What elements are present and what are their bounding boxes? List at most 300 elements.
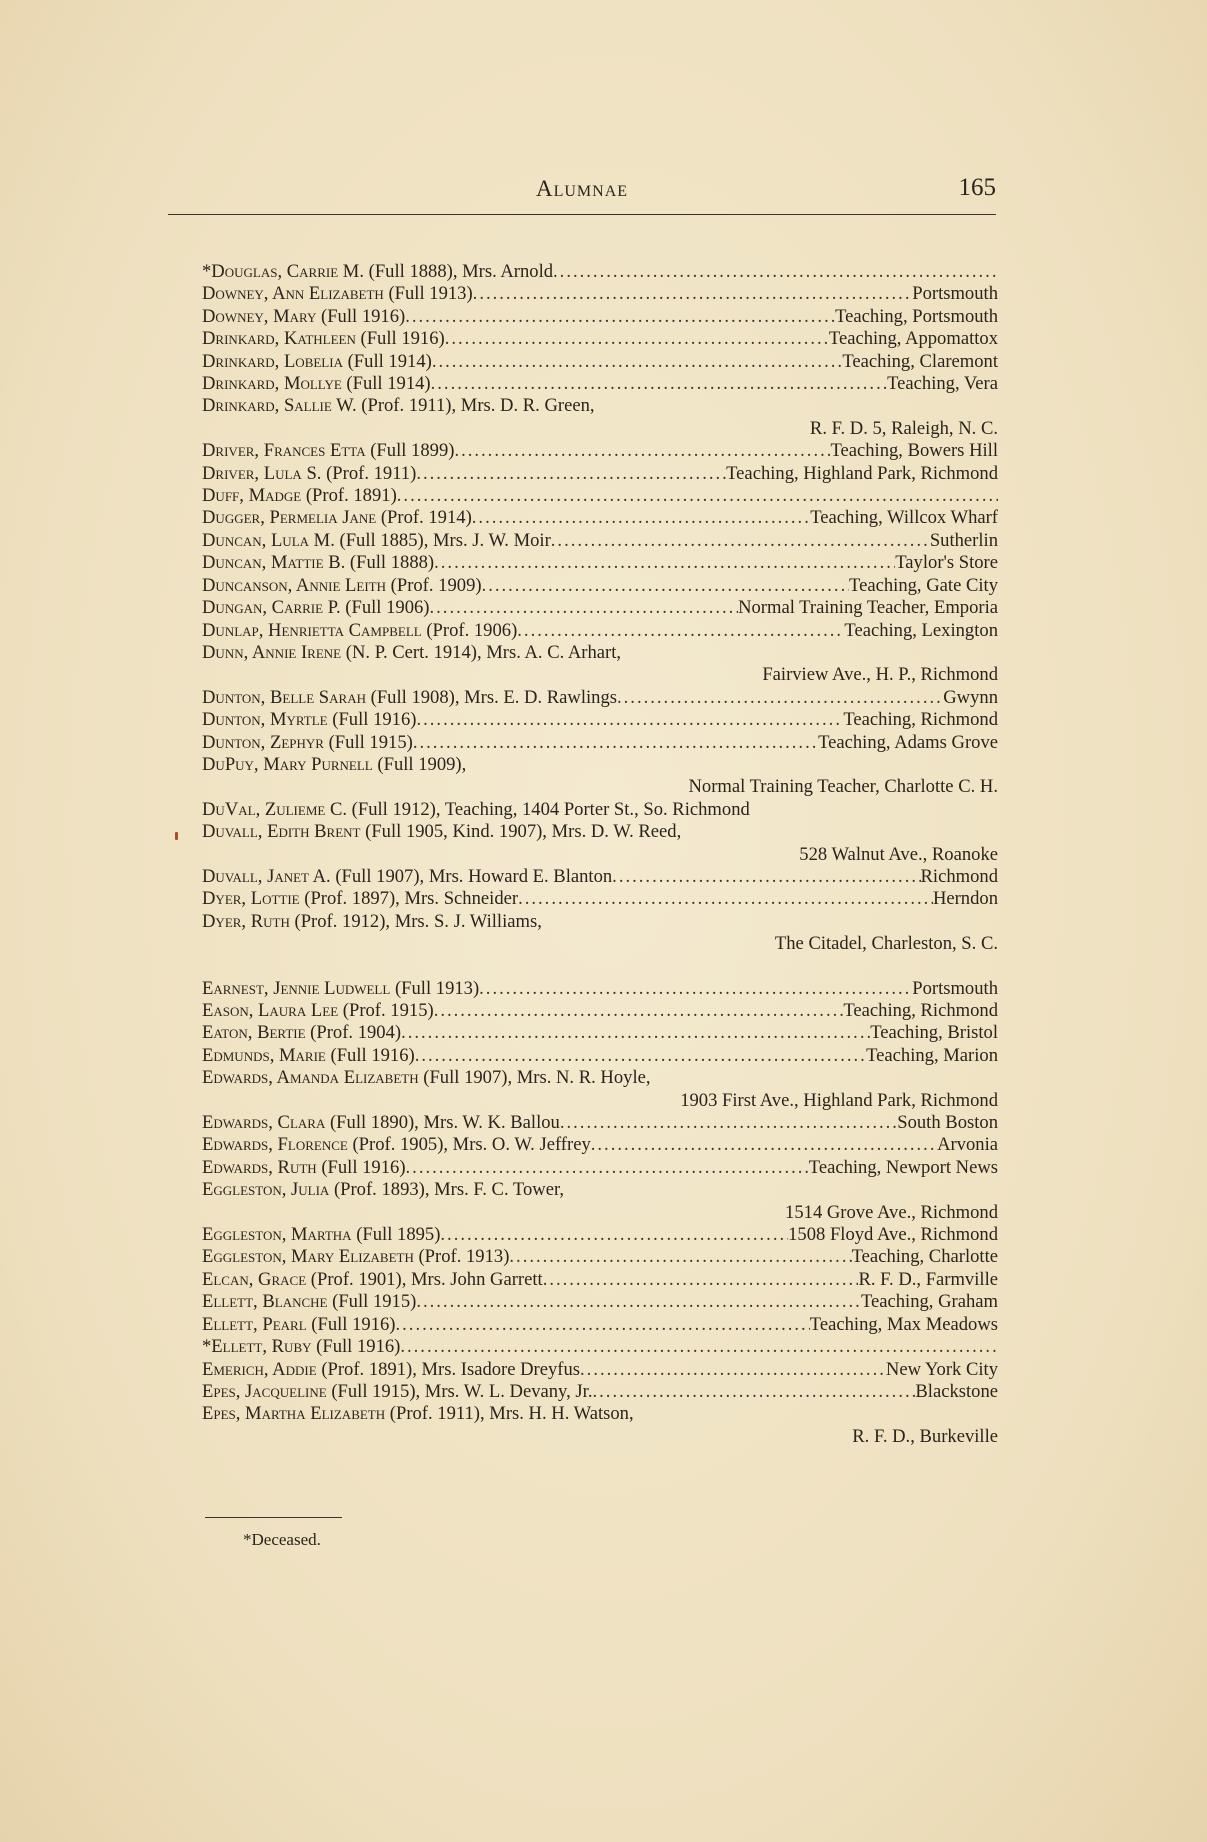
entry-continuation: The Citadel, Charleston, S. C. xyxy=(774,933,998,955)
entry-detail: (Prof. 1911) xyxy=(321,462,417,484)
entry-text xyxy=(202,328,445,350)
alumna-name: Epes, Martha Elizabeth xyxy=(202,1403,386,1425)
alumna-name: Emerich, Addie xyxy=(202,1358,317,1380)
entry-line xyxy=(202,1045,998,1067)
leader-dots xyxy=(518,888,933,910)
alumna-name: Eggleston, Julia xyxy=(202,1179,330,1201)
entry-detail: (Prof. 1893), Mrs. F. C. Tower, xyxy=(329,1179,565,1201)
alumna-name: Dunton, Belle Sarah xyxy=(202,686,366,708)
entry-detail: (Full 1916) xyxy=(316,1156,406,1178)
alumna-name: Drinkard, Kathleen xyxy=(202,328,356,350)
entry-line xyxy=(202,1112,998,1134)
leader-dots xyxy=(560,1112,897,1134)
entry-location: Teaching, Graham xyxy=(860,1291,998,1313)
entry-text xyxy=(202,395,595,417)
entry-text xyxy=(202,1045,415,1067)
list-item xyxy=(202,732,998,754)
list-item xyxy=(202,1291,998,1313)
list-item xyxy=(202,1022,998,1044)
entry-continuation: Normal Training Teacher, Charlotte C. H. xyxy=(688,776,998,798)
list-item xyxy=(202,1403,998,1448)
entry-location: Teaching, Portsmouth xyxy=(835,305,998,327)
list-item xyxy=(202,1000,998,1022)
entry-line xyxy=(202,485,998,507)
entry-text xyxy=(202,1246,509,1268)
list-item xyxy=(202,1314,998,1336)
entry-line xyxy=(202,507,998,529)
entry-location: Teaching, Bowers Hill xyxy=(830,440,998,462)
entry-location: South Boston xyxy=(897,1112,998,1134)
entry-text xyxy=(202,978,479,1000)
list-item xyxy=(202,1134,998,1156)
entry-line xyxy=(202,575,998,597)
entry-location: Sutherlin xyxy=(929,529,998,551)
leader-dots xyxy=(400,1336,998,1358)
footnote: *Deceased. xyxy=(243,1530,321,1549)
alumna-name: Dugger, Permelia Jane xyxy=(202,507,377,529)
list-item xyxy=(202,620,998,642)
leader-dots xyxy=(617,687,943,709)
entry-line xyxy=(202,709,998,731)
entry-text xyxy=(202,754,466,776)
entry-location: Normal Training Teacher, Emporia xyxy=(738,597,998,619)
alumna-name: Drinkard, Lobelia xyxy=(202,350,343,372)
alumna-name: Earnest, Jennie Ludwell xyxy=(202,977,391,999)
entry-line xyxy=(202,754,998,776)
entry-location: Teaching, Charlotte xyxy=(851,1246,998,1268)
alumna-name: Eaton, Bertie xyxy=(202,1022,306,1044)
entry-detail: (N. P. Cert. 1914), Mrs. A. C. Arhart, xyxy=(341,641,622,663)
leader-dots xyxy=(397,485,998,507)
entry-detail: (Prof. 1891) xyxy=(301,485,397,507)
list-item xyxy=(202,283,998,305)
entry-text xyxy=(202,1269,543,1291)
alumna-name: Dunn, Annie Irene xyxy=(202,641,342,663)
entry-text xyxy=(202,821,681,843)
list-item xyxy=(202,821,998,866)
entry-location: 1508 Floyd Ave., Richmond xyxy=(788,1224,998,1246)
entry-location: Taylor's Store xyxy=(895,552,998,574)
entry-line xyxy=(202,597,998,619)
alumna-name: Downey, Ann Elizabeth xyxy=(202,283,384,305)
leader-dots xyxy=(434,552,895,574)
list-item xyxy=(202,1359,998,1381)
alumna-name: Drinkard, Sallie W. xyxy=(202,395,357,417)
entry-text xyxy=(202,1336,400,1358)
entry-line xyxy=(202,261,998,283)
leader-dots xyxy=(413,732,818,754)
alumnae-list xyxy=(202,261,998,1448)
entry-location: Teaching, Gate City xyxy=(849,574,998,596)
entry-detail: (Prof. 1913) xyxy=(413,1246,510,1268)
entry-location: Teaching, Appomattox xyxy=(828,328,998,350)
alumna-name: Epes, Jacqueline xyxy=(202,1380,327,1402)
entry-text xyxy=(202,306,405,328)
entry-line xyxy=(202,620,998,642)
list-item xyxy=(202,1067,998,1112)
entry-line xyxy=(202,911,998,933)
entry-location: Teaching, Lexington xyxy=(844,619,998,641)
list-item xyxy=(202,866,998,888)
entry-detail: (Full 1916) xyxy=(325,1044,415,1066)
ink-speck xyxy=(175,832,178,840)
entry-line xyxy=(202,1067,998,1089)
list-item xyxy=(202,395,998,440)
entry-text xyxy=(202,1000,434,1022)
entry-location: Teaching, Adams Grove xyxy=(818,731,998,753)
entry-text xyxy=(202,507,472,529)
entry-detail: (Full 1888), Mrs. Arnold xyxy=(363,261,554,282)
list-item xyxy=(202,373,998,395)
entry-continuation: 1903 First Ave., Highland Park, Richmond xyxy=(680,1089,998,1111)
alumna-name: DuVal, Zulieme C. xyxy=(202,798,348,820)
alumna-name: *Ellett, Ruby xyxy=(202,1336,312,1358)
alumna-name: Eggleston, Mary Elizabeth xyxy=(202,1246,414,1268)
entry-location: Portsmouth xyxy=(912,283,998,305)
entry-location: Richmond xyxy=(920,865,998,887)
entry-text xyxy=(202,261,553,283)
entry-line xyxy=(202,821,998,843)
alumna-name: Duvall, Edith Brent xyxy=(202,821,361,843)
leader-dots xyxy=(431,373,887,395)
alumna-name: Eggleston, Martha xyxy=(202,1224,352,1246)
entry-location: R. F. D., Farmville xyxy=(858,1268,998,1290)
entry-line xyxy=(202,306,998,328)
leader-dots xyxy=(445,328,829,350)
alumna-name: Driver, Lula S. xyxy=(202,462,322,484)
entry-text xyxy=(202,597,430,619)
entry-detail: (Full 1913) xyxy=(390,977,480,999)
alumna-name: *Douglas, Carrie M. xyxy=(202,261,364,282)
entry-text xyxy=(202,1112,560,1134)
entry-continuation: R. F. D., Burkeville xyxy=(852,1425,998,1447)
entry-line xyxy=(202,373,998,395)
entry-text xyxy=(202,373,431,395)
entry-detail: (Full 1914) xyxy=(342,350,432,372)
entry-detail: (Full 1916) xyxy=(327,709,417,731)
entry-line xyxy=(202,440,998,462)
list-item xyxy=(202,888,998,910)
entry-text xyxy=(202,1067,651,1089)
list-item xyxy=(202,1336,998,1358)
alumna-name: Duff, Madge xyxy=(202,485,302,507)
entry-text xyxy=(202,552,434,574)
alumna-name: Duvall, Janet A. xyxy=(202,865,331,887)
alumna-name: Dyer, Lottie xyxy=(202,888,300,910)
entry-detail: (Full 1913) xyxy=(383,283,473,305)
entry-text xyxy=(202,485,397,507)
list-item xyxy=(202,530,998,552)
entry-detail: (Prof. 1912), Mrs. S. J. Williams, xyxy=(289,910,542,932)
entry-location: Blackstone xyxy=(915,1380,998,1402)
entry-text xyxy=(202,1359,580,1381)
entry-location: Teaching, Bristol xyxy=(870,1022,998,1044)
entry-line xyxy=(202,1134,998,1156)
list-item xyxy=(202,306,998,328)
leader-dots xyxy=(580,1359,886,1381)
entry-text xyxy=(202,687,617,709)
entry-text xyxy=(202,888,518,910)
entry-text xyxy=(202,1381,593,1403)
entry-text xyxy=(202,1134,591,1156)
entry-detail: (Prof. 1911), Mrs. H. H. Watson, xyxy=(385,1403,634,1425)
list-item xyxy=(202,687,998,709)
leader-dots xyxy=(551,530,930,552)
list-item xyxy=(202,552,998,574)
entry-text xyxy=(202,1157,406,1179)
list-item xyxy=(202,799,998,821)
entry-line xyxy=(202,866,998,888)
alumna-name: Dunton, Myrtle xyxy=(202,709,328,731)
entry-detail: (Prof. 1904) xyxy=(305,1022,402,1044)
list-item xyxy=(202,1269,998,1291)
entry-location: Gwynn xyxy=(943,686,998,708)
leader-dots xyxy=(553,261,998,283)
entry-line xyxy=(202,799,998,821)
alumna-name: Duncanson, Annie Leith xyxy=(202,574,387,596)
entry-location: Teaching, Newport News xyxy=(808,1156,998,1178)
leader-dots xyxy=(406,1157,809,1179)
alumna-name: Downey, Mary xyxy=(202,305,317,327)
alumna-name: Dunlap, Henrietta Campbell xyxy=(202,619,422,641)
entry-location: Teaching, Max Meadows xyxy=(809,1313,998,1335)
entry-detail: (Prof. 1901), Mrs. John Garrett xyxy=(306,1268,543,1290)
entry-text xyxy=(202,709,416,731)
leader-dots xyxy=(416,1291,861,1313)
entry-text xyxy=(202,799,750,821)
entry-line xyxy=(202,530,998,552)
entry-line xyxy=(202,1022,998,1044)
entry-detail: (Full 1888) xyxy=(345,552,435,574)
entry-text xyxy=(202,642,621,664)
entry-location: Teaching, Richmond xyxy=(843,709,998,731)
entry-continuation: Fairview Ave., H. P., Richmond xyxy=(762,664,998,686)
entry-detail: (Full 1916) xyxy=(311,1336,401,1358)
entry-line xyxy=(202,1224,998,1246)
alumna-name: Duncan, Lula M. xyxy=(202,529,335,551)
entry-line xyxy=(202,328,998,350)
list-item xyxy=(202,1112,998,1134)
leader-dots xyxy=(432,351,843,373)
entry-detail: (Full 1916) xyxy=(355,328,445,350)
entry-detail: (Prof. 1915) xyxy=(338,1000,434,1021)
list-item xyxy=(202,754,998,799)
leader-dots xyxy=(396,1314,810,1336)
entry-line xyxy=(202,1246,998,1268)
entry-text xyxy=(202,1179,564,1201)
entry-detail: (Prof. 1909) xyxy=(386,574,482,596)
entry-location: Teaching, Vera xyxy=(887,373,998,395)
entry-detail: (Full 1915) xyxy=(323,731,413,753)
alumna-name: Eason, Laura Lee xyxy=(202,1000,339,1021)
entry-text xyxy=(202,283,473,305)
leader-dots xyxy=(434,1000,844,1022)
entry-location: New York City xyxy=(885,1358,998,1380)
leader-dots xyxy=(591,1134,937,1156)
entry-detail: (Full 1915) xyxy=(327,1291,417,1313)
leader-dots xyxy=(543,1269,859,1291)
alumna-name: Elcan, Grace xyxy=(202,1268,307,1290)
alumna-name: Ellett, Pearl xyxy=(202,1313,307,1335)
list-item xyxy=(202,642,998,687)
entry-line xyxy=(202,351,998,373)
entry-detail: (Full 1909), xyxy=(372,753,467,775)
entry-detail: (Prof. 1914) xyxy=(376,507,472,529)
list-item xyxy=(202,1045,998,1067)
entry-line xyxy=(202,463,998,485)
list-item xyxy=(202,597,998,619)
leader-dots xyxy=(416,709,843,731)
entry-text xyxy=(202,463,416,485)
leader-dots xyxy=(430,597,739,619)
entry-detail: (Full 1908), Mrs. E. D. Rawlings xyxy=(365,686,617,708)
entry-line xyxy=(202,1000,998,1022)
entry-detail: (Full 1885), Mrs. J. W. Moir xyxy=(334,529,551,551)
entry-detail: (Prof. 1911), Mrs. D. R. Green, xyxy=(356,395,595,417)
entry-detail: (Full 1899) xyxy=(365,440,455,462)
list-item xyxy=(202,709,998,731)
footnote-rule xyxy=(205,1517,342,1518)
entry-continuation: 1514 Grove Ave., Richmond xyxy=(785,1201,998,1223)
entry-location: Arvonia xyxy=(937,1134,998,1156)
entry-line xyxy=(202,978,998,1000)
entry-text xyxy=(202,1224,440,1246)
entry-line xyxy=(202,283,998,305)
entry-line xyxy=(202,687,998,709)
page-header xyxy=(168,170,996,215)
entry-location: Teaching, Richmond xyxy=(843,1000,998,1021)
alumna-name: Edwards, Florence xyxy=(202,1134,348,1156)
entry-detail: (Prof. 1891), Mrs. Isadore Dreyfus xyxy=(316,1358,581,1380)
entry-text xyxy=(202,620,517,642)
leader-dots xyxy=(401,1022,870,1044)
alumna-name: Duncan, Mattie B. xyxy=(202,552,346,574)
entry-text xyxy=(202,732,413,754)
entry-line xyxy=(202,1314,998,1336)
leader-dots xyxy=(612,866,920,888)
entry-text xyxy=(202,1403,634,1425)
entry-detail: (Full 1907), Mrs. N. R. Hoyle, xyxy=(418,1067,651,1089)
entry-detail: (Full 1907), Mrs. Howard E. Blanton xyxy=(330,865,613,887)
leader-dots xyxy=(593,1381,916,1403)
entry-detail: (Full 1915), Mrs. W. L. Devany, Jr. xyxy=(326,1380,593,1402)
list-item xyxy=(202,261,998,283)
entry-detail: (Full 1912), Teaching, 1404 Porter St., So. Richmond xyxy=(347,798,750,820)
entry-location: Teaching, Marion xyxy=(866,1044,998,1066)
entry-text xyxy=(202,911,542,933)
entry-line xyxy=(202,1179,998,1201)
entry-line xyxy=(202,1269,998,1291)
list-item xyxy=(202,351,998,373)
entry-line xyxy=(202,732,998,754)
list-item xyxy=(202,1157,998,1179)
running-head: Alumnae xyxy=(535,176,629,201)
entry-line xyxy=(202,1157,998,1179)
list-item xyxy=(202,440,998,462)
entry-detail: (Prof. 1905), Mrs. O. W. Jeffrey xyxy=(347,1134,591,1156)
alumna-name: Driver, Frances Etta xyxy=(202,440,366,462)
leader-dots xyxy=(517,620,844,642)
alumna-name: Edwards, Ruth xyxy=(202,1156,317,1178)
entry-text xyxy=(202,530,551,552)
alumna-name: Ellett, Blanche xyxy=(202,1291,328,1313)
entry-line xyxy=(202,888,998,910)
leader-dots xyxy=(479,978,912,1000)
entry-continuation: R. F. D. 5, Raleigh, N. C. xyxy=(809,417,998,439)
entry-detail: (Prof. 1906) xyxy=(421,619,518,641)
entry-text xyxy=(202,866,612,888)
alumna-name: Edwards, Amanda Elizabeth xyxy=(202,1067,419,1089)
entry-detail: (Full 1906) xyxy=(340,597,430,619)
entry-line xyxy=(202,1381,998,1403)
leader-dots xyxy=(473,283,913,305)
entry-text xyxy=(202,1022,401,1044)
leader-dots xyxy=(509,1246,851,1268)
list-item xyxy=(202,1246,998,1268)
entry-text xyxy=(202,351,432,373)
page-number: 165 xyxy=(958,174,996,201)
list-item xyxy=(202,1381,998,1403)
alumna-name: DuPuy, Mary Purnell xyxy=(202,753,373,775)
entry-detail: (Full 1916) xyxy=(306,1313,396,1335)
entry-text xyxy=(202,440,454,462)
leader-dots xyxy=(472,507,810,529)
entry-line xyxy=(202,1359,998,1381)
list-item xyxy=(202,485,998,507)
alumna-name: Drinkard, Mollye xyxy=(202,373,342,395)
list-item xyxy=(202,507,998,529)
entry-detail: (Full 1895) xyxy=(351,1224,441,1246)
list-item xyxy=(202,575,998,597)
list-item xyxy=(202,911,998,956)
entry-location: Teaching, Willcox Wharf xyxy=(810,507,998,529)
alumna-name: Dunton, Zephyr xyxy=(202,731,324,753)
entry-line xyxy=(202,642,998,664)
entry-line xyxy=(202,1403,998,1425)
entry-location: Herndon xyxy=(932,888,998,910)
entry-detail: (Full 1890), Mrs. W. K. Ballou xyxy=(325,1112,560,1134)
leader-dots xyxy=(416,463,726,485)
entry-line xyxy=(202,395,998,417)
entry-text xyxy=(202,1314,396,1336)
entry-line xyxy=(202,552,998,574)
entry-detail: (Full 1914) xyxy=(341,373,431,395)
alumna-name: Dungan, Carrie P. xyxy=(202,597,341,619)
leader-dots xyxy=(415,1045,866,1067)
alumna-name: Edmunds, Marie xyxy=(202,1044,326,1066)
leader-dots xyxy=(440,1224,788,1246)
list-item xyxy=(202,1179,998,1224)
entry-location: Teaching, Highland Park, Richmond xyxy=(726,462,998,484)
entry-text xyxy=(202,1291,416,1313)
leader-dots xyxy=(482,575,849,597)
leader-dots xyxy=(405,306,835,328)
entry-line xyxy=(202,1336,998,1358)
entry-location: Portsmouth xyxy=(912,977,998,999)
entry-detail: (Prof. 1897), Mrs. Schneider xyxy=(299,888,519,910)
list-item xyxy=(202,328,998,350)
entry-location: Teaching, Claremont xyxy=(842,350,998,372)
entry-line xyxy=(202,1291,998,1313)
list-item xyxy=(202,1224,998,1246)
entry-text xyxy=(202,575,482,597)
alumna-name: Edwards, Clara xyxy=(202,1112,326,1134)
entry-detail: (Full 1905, Kind. 1907), Mrs. D. W. Reed, xyxy=(360,821,682,843)
list-item xyxy=(202,463,998,485)
entry-detail: (Full 1916) xyxy=(316,305,406,327)
alumna-name: Dyer, Ruth xyxy=(202,910,290,932)
leader-dots xyxy=(454,440,830,462)
